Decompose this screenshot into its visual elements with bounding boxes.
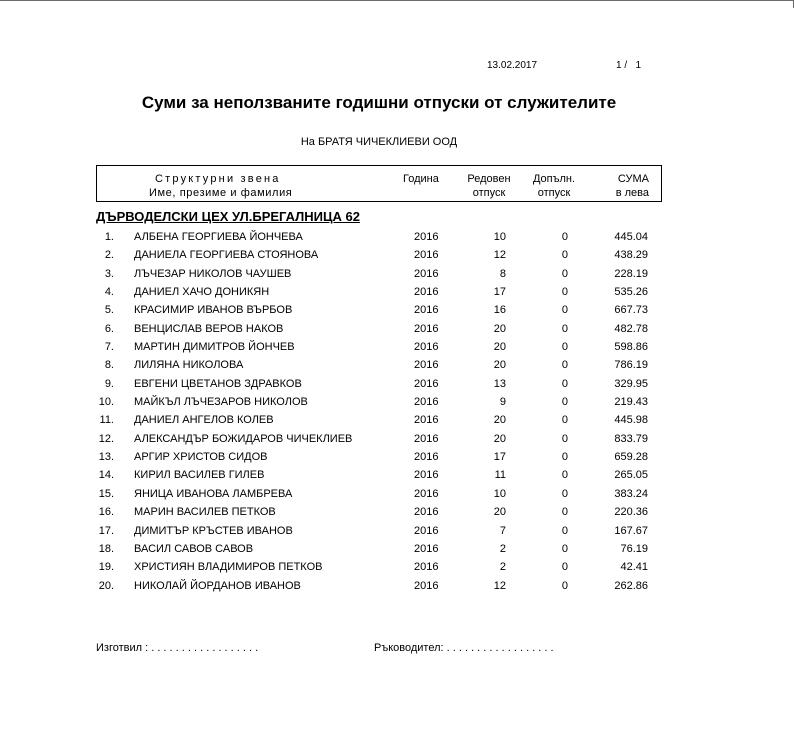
- regular-leave: 13: [493, 377, 506, 390]
- table-row: [0, 540, 794, 558]
- regular-leave: 12: [493, 579, 506, 592]
- additional-leave: 0: [561, 579, 568, 592]
- employee-name: АЛЕКСАНДЪР БОЖИДАРОВ ЧИЧЕКЛИЕВ: [134, 432, 353, 445]
- section-heading: ДЪРВОДЕЛСКИ ЦЕХ УЛ.БРЕГАЛНИЦА 62: [96, 209, 360, 224]
- column-header-structure: Структурни звена: [155, 173, 281, 185]
- regular-leave: 20: [493, 322, 506, 335]
- row-number: 8.: [104, 359, 114, 372]
- additional-leave: 0: [561, 322, 568, 335]
- row-year: 2016: [414, 542, 439, 555]
- regular-leave: 12: [493, 249, 506, 262]
- table-row: [0, 301, 794, 319]
- table-row: [0, 356, 794, 374]
- employee-name: АЛБЕНА ГЕОРГИЕВА ЙОНЧЕВА: [134, 231, 303, 243]
- employee-name: ДАНИЕЛА ГЕОРГИЕВА СТОЯНОВА: [134, 249, 319, 262]
- additional-leave: 0: [561, 286, 568, 299]
- row-number: 19.: [98, 561, 114, 574]
- sum-amount: 329.95: [614, 377, 648, 390]
- sum-amount: 262.86: [614, 579, 648, 592]
- sum-amount: 445.98: [614, 414, 648, 427]
- additional-leave: 0: [561, 542, 568, 555]
- column-header-sum: [605, 172, 649, 200]
- regular-leave: 17: [493, 451, 506, 464]
- row-year: 2016: [414, 579, 439, 592]
- sum-amount: 42.41: [620, 561, 648, 574]
- column-header-box: [96, 165, 662, 202]
- regular-leave: 20: [493, 341, 506, 354]
- sum-amount: 598.86: [614, 341, 648, 354]
- employee-name: ЛЪЧЕЗАР НИКОЛОВ ЧАУШЕВ: [134, 267, 292, 280]
- table-row: [0, 466, 794, 484]
- sum-amount: 76.19: [620, 542, 648, 555]
- regular-leave: 10: [493, 231, 506, 243]
- employee-list: [0, 228, 794, 595]
- row-number: 2.: [104, 249, 114, 262]
- regular-leave: 16: [493, 304, 506, 317]
- column-header-regular-line2: отпуск: [472, 187, 506, 199]
- row-number: 12.: [98, 432, 114, 445]
- row-year: 2016: [414, 286, 439, 299]
- column-header-sum-line1: СУМА: [617, 173, 649, 185]
- regular-leave: 10: [493, 487, 506, 500]
- additional-leave: 0: [561, 396, 568, 409]
- row-number: 10.: [98, 396, 114, 409]
- row-year: 2016: [414, 561, 439, 574]
- sum-amount: 482.78: [614, 322, 648, 335]
- employee-name: АРГИР ХРИСТОВ СИДОВ: [134, 451, 268, 464]
- sum-amount: 667.73: [614, 304, 648, 317]
- row-year: 2016: [414, 322, 439, 335]
- employee-name: ДАНИЕЛ АНГЕЛОВ КОЛЕВ: [134, 414, 274, 427]
- row-year: 2016: [414, 469, 439, 482]
- regular-leave: 9: [499, 396, 506, 409]
- page-number: 1 / 1: [616, 60, 642, 71]
- additional-leave: 0: [561, 414, 568, 427]
- additional-leave: 0: [561, 561, 568, 574]
- additional-leave: 0: [561, 432, 568, 445]
- table-row: [0, 485, 794, 503]
- table-row: [0, 430, 794, 448]
- employee-name: МАЙКЪЛ ЛЪЧЕЗАРОВ НИКОЛОВ: [134, 396, 308, 409]
- row-number: 9.: [104, 377, 114, 390]
- employee-name: ХРИСТИЯН ВЛАДИМИРОВ ПЕТКОВ: [134, 561, 323, 574]
- row-number: 15.: [98, 487, 114, 500]
- regular-leave: 2: [499, 561, 506, 574]
- additional-leave: 0: [561, 487, 568, 500]
- row-year: 2016: [414, 524, 439, 537]
- additional-leave: 0: [561, 377, 568, 390]
- column-header-additional: [529, 172, 579, 200]
- additional-leave: 0: [561, 524, 568, 537]
- additional-leave: 0: [561, 506, 568, 519]
- sum-amount: 220.36: [614, 506, 648, 519]
- sum-amount: 219.43: [614, 396, 648, 409]
- regular-leave: 17: [493, 286, 506, 299]
- regular-leave: 11: [494, 469, 506, 482]
- row-year: 2016: [414, 377, 439, 390]
- regular-leave: 7: [499, 524, 506, 537]
- column-header-additional-line1: Допълн.: [532, 173, 576, 185]
- top-border: [0, 0, 794, 1]
- additional-leave: 0: [561, 231, 568, 243]
- employee-name: КИРИЛ ВАСИЛЕВ ГИЛЕВ: [134, 469, 265, 482]
- report-date: 13.02.2017: [487, 60, 538, 71]
- table-row: [0, 283, 794, 301]
- table-row: [0, 393, 794, 411]
- table-row: [0, 338, 794, 356]
- column-header-additional-line2: отпуск: [537, 187, 571, 199]
- additional-leave: 0: [561, 359, 568, 372]
- row-year: 2016: [414, 432, 439, 445]
- row-number: 1.: [104, 231, 114, 243]
- table-row: [0, 246, 794, 264]
- sum-amount: 265.05: [614, 469, 648, 482]
- column-header-sum-line2: в лева: [615, 187, 649, 199]
- row-number: 11.: [99, 414, 114, 427]
- row-year: 2016: [414, 487, 439, 500]
- employee-name: МАРИН ВАСИЛЕВ ПЕТКОВ: [134, 506, 276, 519]
- regular-leave: 2: [499, 542, 506, 555]
- table-row: [0, 320, 794, 338]
- additional-leave: 0: [561, 304, 568, 317]
- row-number: 5.: [104, 304, 114, 317]
- company-name: На БРАТЯ ЧИЧЕКЛИЕВИ ООД: [300, 136, 458, 148]
- sum-amount: 833.79: [614, 432, 648, 445]
- column-header-year: Година: [403, 173, 439, 185]
- row-year: 2016: [414, 396, 439, 409]
- sum-amount: 228.19: [614, 267, 648, 280]
- sum-amount: 659.28: [614, 451, 648, 464]
- table-row: [0, 265, 794, 283]
- row-number: 3.: [104, 267, 114, 280]
- row-number: 16.: [98, 506, 114, 519]
- employee-name: ВАСИЛ САВОВ САВОВ: [134, 542, 254, 555]
- table-row: [0, 375, 794, 393]
- sum-amount: 535.26: [614, 286, 648, 299]
- employee-name: ЛИЛЯНА НИКОЛОВА: [134, 359, 244, 372]
- employee-name: ЯНИЦА ИВАНОВА ЛАМБРЕВА: [134, 487, 293, 500]
- row-number: 6.: [104, 322, 114, 335]
- table-row: [0, 577, 794, 595]
- table-row: [0, 411, 794, 429]
- row-year: 2016: [414, 341, 439, 354]
- row-year: 2016: [414, 359, 439, 372]
- row-number: 4.: [104, 286, 114, 299]
- additional-leave: 0: [561, 267, 568, 280]
- table-row: [0, 522, 794, 540]
- sum-amount: 167.67: [614, 524, 648, 537]
- employee-name: ВЕНЦИСЛАВ ВЕРОВ НАКОВ: [134, 322, 284, 335]
- column-header-regular-line1: Редовен: [467, 173, 511, 185]
- column-header-regular: [464, 172, 514, 200]
- table-row: [0, 228, 794, 246]
- regular-leave: 20: [493, 414, 506, 427]
- employee-name: НИКОЛАЙ ЙОРДАНОВ ИВАНОВ: [134, 579, 301, 592]
- row-year: 2016: [414, 506, 439, 519]
- row-year: 2016: [414, 267, 439, 280]
- additional-leave: 0: [561, 341, 568, 354]
- table-row: [0, 503, 794, 521]
- table-row: [0, 448, 794, 466]
- additional-leave: 0: [561, 469, 568, 482]
- row-year: 2016: [414, 249, 439, 262]
- report-title: Суми за неползваните годишни отпуски от служителите: [141, 93, 617, 112]
- prepared-by-line: Изготвил : . . . . . . . . . . . . . . . . . .: [96, 642, 259, 654]
- manager-line: Ръководител: . . . . . . . . . . . . . . . . . .: [374, 642, 554, 654]
- employee-name: МАРТИН ДИМИТРОВ ЙОНЧЕВ: [134, 341, 295, 354]
- sum-amount: 438.29: [614, 249, 648, 262]
- employee-name: ДАНИЕЛ ХАЧО ДОНИКЯН: [134, 286, 270, 299]
- row-number: 18.: [98, 542, 114, 555]
- employee-name: ЕВГЕНИ ЦВЕТАНОВ ЗДРАВКОВ: [134, 377, 302, 390]
- row-year: 2016: [414, 414, 439, 427]
- row-year: 2016: [414, 451, 439, 464]
- regular-leave: 20: [493, 359, 506, 372]
- row-year: 2016: [414, 231, 439, 243]
- additional-leave: 0: [561, 249, 568, 262]
- row-number: 14.: [98, 469, 114, 482]
- row-number: 7.: [104, 341, 114, 354]
- sum-amount: 445.04: [614, 231, 648, 243]
- table-row: [0, 558, 794, 576]
- employee-name: ДИМИТЪР КРЪСТЕВ ИВАНОВ: [134, 524, 293, 537]
- additional-leave: 0: [561, 451, 568, 464]
- regular-leave: 8: [499, 267, 506, 280]
- row-number: 20.: [98, 579, 114, 592]
- row-number: 17.: [98, 524, 114, 537]
- regular-leave: 20: [493, 432, 506, 445]
- regular-leave: 20: [493, 506, 506, 519]
- row-number: 13.: [98, 451, 114, 464]
- column-header-name: Име, презиме и фамилия: [149, 187, 293, 199]
- employee-name: КРАСИМИР ИВАНОВ ВЪРБОВ: [134, 304, 293, 317]
- sum-amount: 383.24: [614, 487, 648, 500]
- row-year: 2016: [414, 304, 439, 317]
- sum-amount: 786.19: [614, 359, 648, 372]
